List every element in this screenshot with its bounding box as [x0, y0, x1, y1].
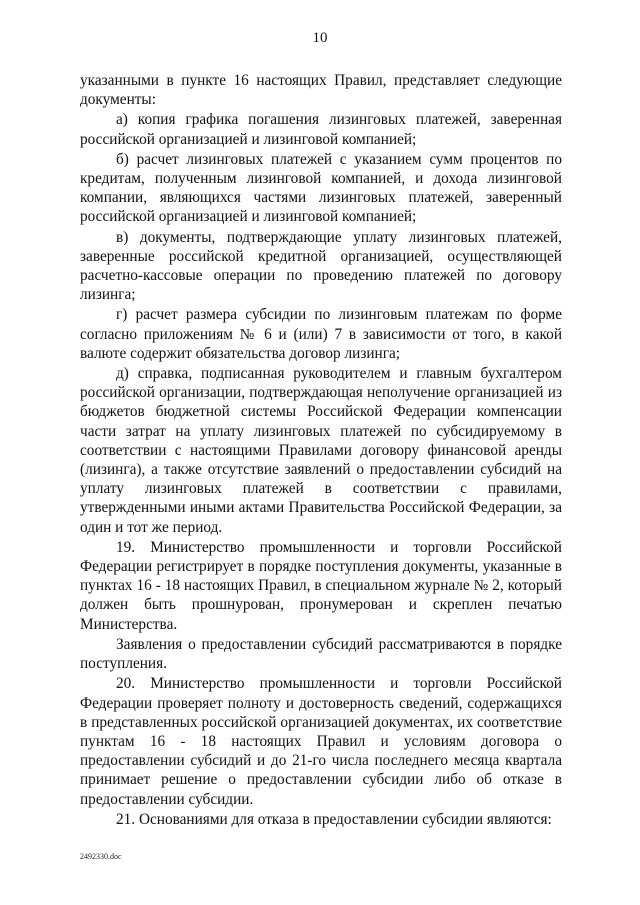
paragraph-item-a: а) копия графика погашения лизинговых платежей, заверенная российской организацией и лизинговой компанией;: [80, 111, 562, 148]
paragraph-item-g: г) расчет размера субсидии по лизинговым платежам по форме согласно приложениям № 6 и (или) 7 в зависимости от того, в какой валюте содержит обязательства договор лизинга;: [80, 306, 562, 362]
paragraph-applications: Заявления о предоставлении субсидий рассматриваются в порядке поступления.: [80, 635, 562, 673]
paragraph-clause-20: 20. Министерство промышленности и торговли Российской Федерации проверяет полноту и достоверность сведений, содержащихся в представленных российской организацией документах, их соответствие пунктам 16 - 18 настоящих Правил и условиям договора о предоставлении субсидий и до 21-го числа последнего месяца квартала принимает решение о предоставлении субсидии либо об отказе в предоставлении субсидии.: [80, 675, 562, 808]
paragraph-item-v: в) документы, подтверждающие уплату лизинговых платежей, заверенные российской кредитной организацией, осуществляющей расчетно-кассовые операции по проведению платежей по договору лизинга;: [80, 228, 562, 304]
paragraph-item-d: д) справка, подписанная руководителем и главным бухгалтером российской организации, подтверждающая неполучение организацией из бюджетов бюджетной системы Российской Федерации компенсации части затрат на уплату лизинговых платежей по субсидируемому в соответствии с настоящими Правилами договору финансовой аренды (лизинга), а также отсутствие заявлений о предоставлении субсидий на уплату лизинговых платежей в соответствии с правилами, утвержденными иными актами Правительства Российской Федерации, за один и тот же период.: [80, 365, 562, 536]
paragraph-item-b: б) расчет лизинговых платежей с указанием сумм процентов по кредитам, полученным лизинговой компанией, и дохода лизинговой компании, являющихся частями лизинговых платежей, заверенный российской организацией и лизинговой компанией;: [80, 150, 562, 226]
file-name-footer: 2492330.doc: [80, 852, 122, 861]
paragraph-clause-19: 19. Министерство промышленности и торговли Российской Федерации регистрирует в порядке поступления документы, указанные в пунктах 16 - 18 настоящих Правил, в специальном журнале № 2, который должен быть прошнурован, пронумерован и скреплен печатью Министерства.: [80, 538, 562, 633]
document-body: [80, 71, 562, 830]
paragraph-clause-21: 21. Основаниями для отказа в предоставлении субсидии являются:: [116, 810, 552, 828]
paragraph: указанными в пункте 16 настоящих Правил, представляет следующие документы:: [80, 72, 562, 109]
page-number: 10: [312, 30, 328, 46]
